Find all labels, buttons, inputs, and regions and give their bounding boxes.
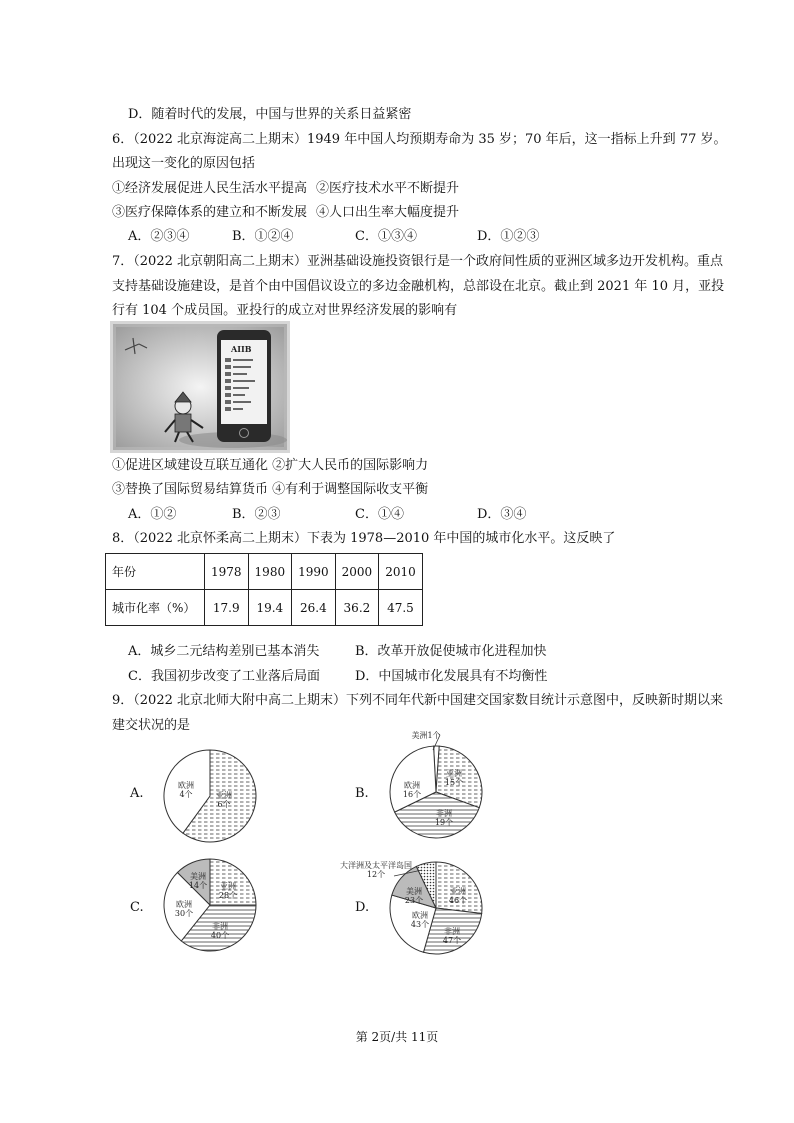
- phone-logo: AIIB: [231, 344, 252, 354]
- q9-pie-charts: [0, 731, 794, 970]
- pie-slice-count: 46个: [448, 896, 468, 905]
- q6-option-b[interactable]: B．①②④: [232, 229, 294, 244]
- pie-slice-count: 12个: [366, 870, 386, 879]
- table-cell: 26.4: [292, 590, 336, 626]
- q8-stem: 8．（2022 北京怀柔高二上期末）下表为 1978—2010 年中国的城市化水平。这反映了: [112, 531, 616, 546]
- q8-option-a[interactable]: A．城乡二元结构差别已基本消失: [128, 644, 320, 659]
- table-cell: 19.4: [248, 590, 292, 626]
- pie-chart-a: [164, 750, 256, 842]
- pie-slice-count: 40个: [210, 931, 230, 940]
- pie-chart-b: [390, 730, 482, 838]
- pie-slice-count: 28个: [218, 891, 238, 900]
- q7-option-d[interactable]: D．③④: [477, 507, 527, 522]
- q8-option-b[interactable]: B．改革开放促使城市化进程加快: [355, 644, 547, 659]
- page-footer: 第 2页/共 11页: [355, 1030, 439, 1044]
- q6-statement-3: ③医疗保障体系的建立和不断发展: [112, 205, 308, 220]
- aiib-cartoon-image: [113, 324, 287, 450]
- pie-slice-label: 非洲: [444, 927, 460, 936]
- pie-slice-label: 亚洲: [450, 887, 466, 896]
- pie-slice-label: 非洲: [436, 809, 452, 818]
- q6-option-a[interactable]: A．②③④: [128, 229, 190, 244]
- q9-option-c-label[interactable]: C.: [130, 900, 144, 915]
- pie-slice-label: 美洲1个: [411, 731, 441, 740]
- pie-slice-label: 非洲: [212, 922, 228, 931]
- pie-slice-label: 欧洲: [412, 911, 428, 920]
- q7-stem-line1: 7．（2022 北京朝阳高二上期末）亚洲基础设施投资银行是一个政府间性质的亚洲区域多边开发机构。重点: [112, 254, 723, 269]
- q6-statement-2: ②医疗技术水平不断提升: [316, 181, 460, 196]
- urbanization-table: [105, 553, 423, 626]
- pie-slice-label: 亚洲: [446, 769, 462, 778]
- pie-slice-label: 欧洲: [176, 900, 192, 909]
- pie-slice-count: 47个: [442, 936, 462, 945]
- table-cell: 1980: [248, 554, 292, 590]
- table-row: [106, 554, 423, 590]
- pie-chart-d: [340, 860, 482, 954]
- table-cell: 36.2: [335, 590, 379, 626]
- q6-statement-1: ①经济发展促进人民生活水平提高: [112, 181, 308, 196]
- table-header-year: 年份: [106, 554, 205, 590]
- table-header-rate: 城市化率（%）: [106, 590, 205, 626]
- pie-slice-label: 美洲: [190, 872, 206, 881]
- pie-slice-label: 亚洲: [220, 882, 236, 891]
- q9-option-d-label[interactable]: D.: [355, 900, 370, 915]
- q9-stem-line1: 9．（2022 北京北师大附中高二上期末）下列不同年代新中国建交国家数目统计示意图中，反映新时期以来: [112, 693, 723, 708]
- q9-option-a-label[interactable]: A.: [130, 786, 144, 801]
- q7-option-b[interactable]: B．②③: [232, 507, 281, 522]
- q6-option-c[interactable]: C．①③④: [355, 229, 417, 244]
- q8-option-d[interactable]: D．中国城市化发展具有不均衡性: [355, 669, 548, 684]
- pie-slice-count: 30个: [174, 909, 194, 918]
- pie-slice-count: 16个: [402, 790, 422, 799]
- q6-statement-4: ④人口出生率大幅度提升: [316, 205, 460, 220]
- q7-stem-line3: 行有 104 个成员国。亚投行的成立对世界经济发展的影响有: [112, 303, 458, 318]
- q7-stem-line2: 支持基础设施建设，是首个由中国倡议设立的多边金融机构，总部设在北京。截止到 2021 年 10 月，亚投: [112, 279, 725, 294]
- pie-slice-count: 15个: [444, 778, 464, 787]
- pie-slice-label: 欧洲: [178, 781, 194, 790]
- smartphone-illustration: [217, 330, 271, 442]
- q7-statements-3-4: ③替换了国际贸易结算货币 ④有利于调整国际收支平衡: [112, 482, 429, 497]
- pie-slice-count: 4个: [179, 790, 193, 799]
- table-cell: 2000: [335, 554, 379, 590]
- q6-stem-line1: 6．（2022 北京海淀高二上期末）1949 年中国人均预期寿命为 35 岁；70 年后，这一指标上升到 77 岁。: [112, 132, 727, 147]
- pie-slice-count: 14个: [188, 881, 208, 890]
- q6-stem-line2: 出现这一变化的原因包括: [112, 156, 256, 171]
- pie-chart-c: [164, 859, 256, 951]
- pie-slice-count: 6个: [217, 800, 231, 809]
- q9-stem-line2: 建交状况的是: [112, 718, 191, 733]
- pie-slice-count: 43个: [410, 920, 430, 929]
- pie-slice-label: 亚洲: [216, 791, 232, 800]
- table-row: [106, 590, 423, 626]
- q7-option-c[interactable]: C．①④: [355, 507, 404, 522]
- q5-option-d: D．随着时代的发展，中国与世界的关系日益紧密: [128, 107, 412, 122]
- pie-slice-label: 美洲: [406, 887, 422, 896]
- q8-option-c[interactable]: C．我国初步改变了工业落后局面: [128, 669, 320, 684]
- table-cell: 1978: [205, 554, 249, 590]
- table-cell: 17.9: [205, 590, 249, 626]
- pie-slice-label: 欧洲: [404, 781, 420, 790]
- pie-slice-count: 19个: [434, 818, 454, 827]
- pie-slice-count: 23个: [404, 896, 424, 905]
- q7-option-a[interactable]: A．①②: [128, 507, 177, 522]
- table-cell: 2010: [379, 554, 423, 590]
- table-cell: 47.5: [379, 590, 423, 626]
- q9-option-b-label[interactable]: B.: [355, 786, 369, 801]
- table-cell: 1990: [292, 554, 336, 590]
- q6-option-d[interactable]: D．①②③: [477, 229, 540, 244]
- q7-statements-1-2: ①促进区域建设互联互通化 ②扩大人民币的国际影响力: [112, 458, 429, 473]
- pie-slice-label: 大洋洲及太平洋岛国: [340, 861, 412, 870]
